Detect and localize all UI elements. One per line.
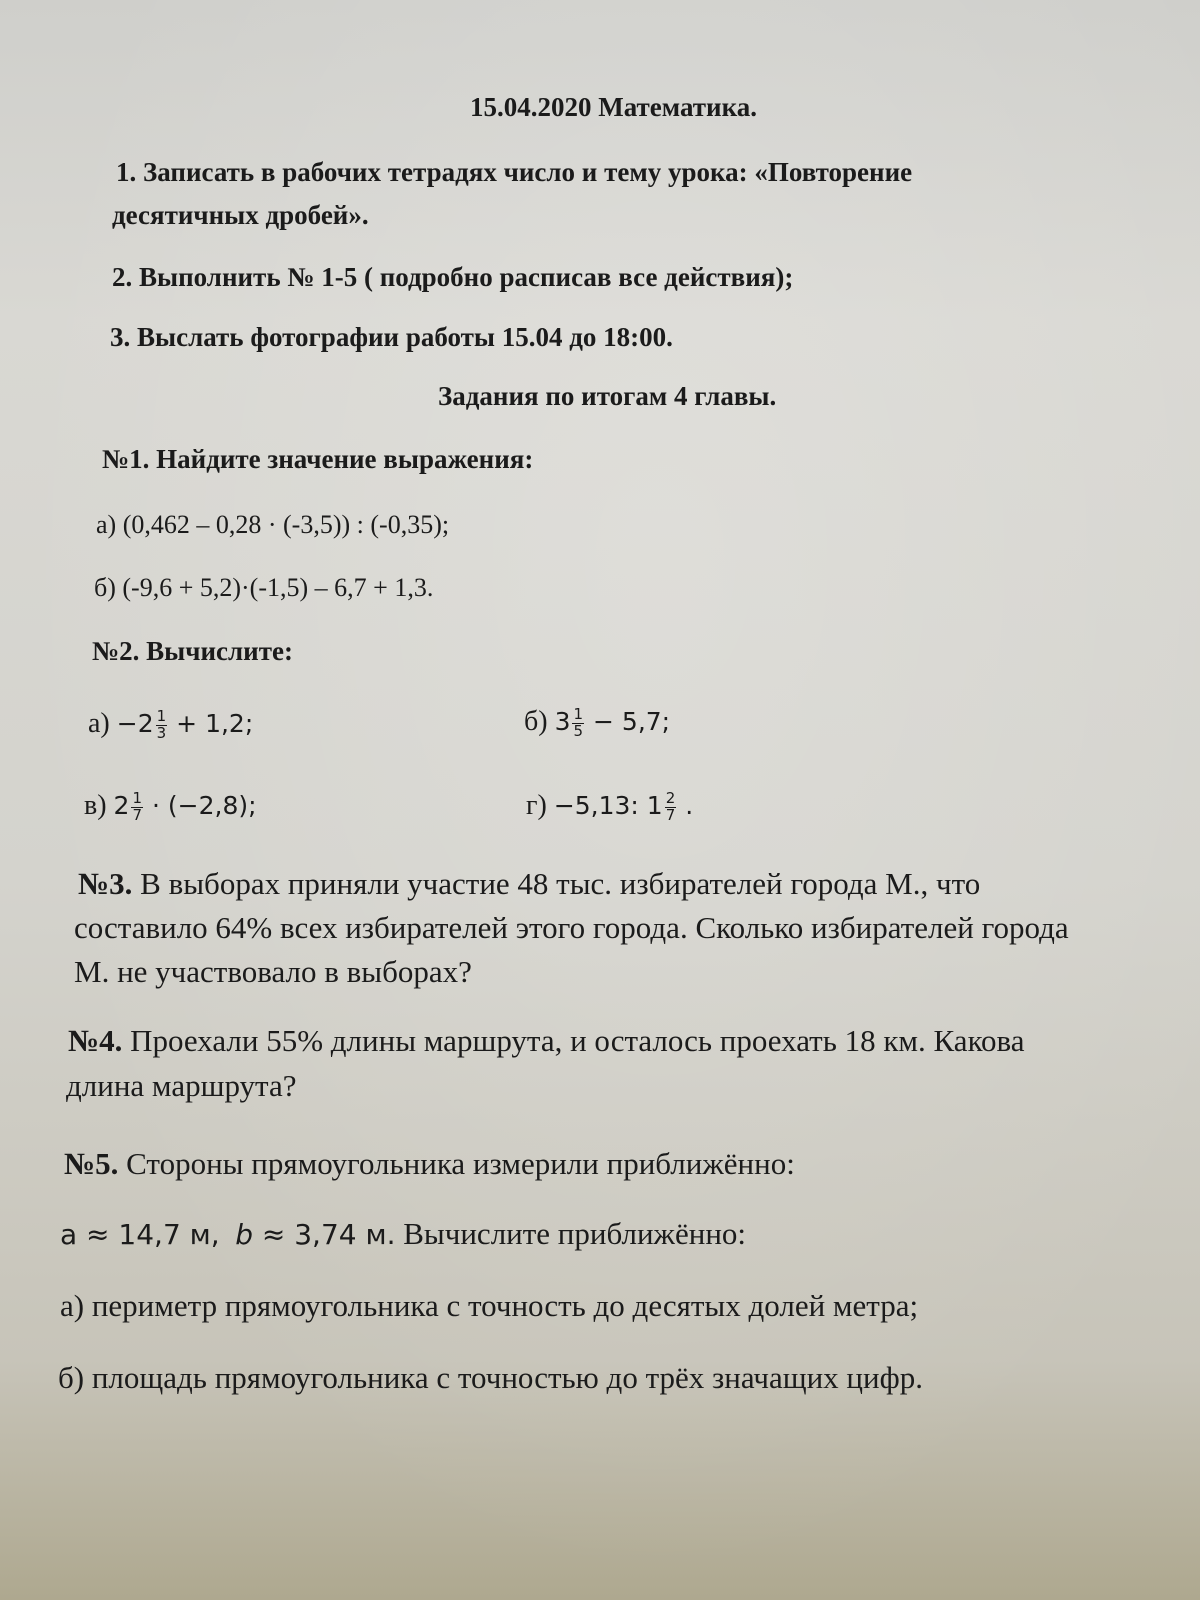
task2-g-label: г)	[526, 790, 547, 821]
task2-title: №2. Вычислите:	[92, 636, 293, 666]
task2-item-v	[84, 790, 257, 824]
task5-b-value: ≈ 3,74 м.	[252, 1218, 396, 1251]
task1-item-a: а) (0,462 – 0,28 · (-3,5)) : (-0,35);	[96, 510, 450, 539]
task4-text-1: Проехали 55% длины маршрута, и осталось проехать 18 км. Какова	[122, 1023, 1025, 1058]
task2-v-denominator: 7	[132, 806, 142, 825]
task2-v-numerator: 1	[132, 789, 142, 808]
task5-item-a: а) периметр прямоугольника с точность до десятых долей метра;	[60, 1288, 919, 1323]
task2-a-pre: −2	[116, 709, 154, 738]
task2-item-g	[526, 790, 693, 824]
task3-line-1	[78, 866, 980, 902]
task5-a-value: a ≈ 14,7 м,	[60, 1218, 220, 1251]
task2-g-denominator: 7	[665, 806, 676, 825]
task4-line-2: длина маршрута?	[66, 1068, 297, 1103]
task3-line-2: составило 64% всех избирателей этого города. Сколько избирателей города	[74, 910, 1069, 945]
task2-b-post: − 5,7;	[593, 707, 671, 736]
task4-number: №4.	[68, 1023, 123, 1058]
task5-item-b: б) площадь прямоугольника с точностью до трёх значащих цифр.	[58, 1360, 923, 1395]
instruction-3: 3. Выслать фотографии работы 15.04 до 18:00.	[110, 322, 673, 352]
task2-a-denominator: 3	[156, 724, 167, 743]
task2-a-fraction	[156, 709, 168, 742]
task2-v-label: в)	[84, 790, 107, 821]
instruction-1-line-2: десятичных дробей».	[112, 200, 369, 230]
task5-line-2	[60, 1216, 746, 1252]
instruction-2: 2. Выполнить № 1-5 ( подробно расписав все действия);	[112, 262, 794, 292]
task2-v-fraction	[131, 791, 143, 824]
task2-b-fraction	[572, 707, 584, 740]
task3-text-1: В выборах приняли участие 48 тыс. избирателей города М., что	[132, 866, 981, 901]
task2-g-fraction	[665, 791, 677, 824]
task2-b-numerator: 1	[573, 705, 584, 724]
task2-b-pre: 3	[554, 707, 571, 736]
task2-b-denominator: 5	[573, 722, 584, 741]
task2-v-post: · (−2,8);	[152, 791, 257, 820]
task5-text-2: Вычислите приближённо:	[395, 1216, 747, 1251]
instruction-1-line-1: 1. Записать в рабочих тетрадях число и тему урока: «Повторение	[116, 157, 913, 187]
task3-line-3: М. не участвовало в выборах?	[74, 954, 472, 989]
task4-line-1	[68, 1023, 1025, 1059]
task5-text-1: Стороны прямоугольника измерили приближённо:	[118, 1146, 795, 1181]
task2-g-numerator: 2	[665, 789, 676, 808]
task2-a-numerator: 1	[156, 707, 167, 726]
task1-item-b: б) (-9,6 + 5,2)·(-1,5) – 6,7 + 1,3.	[94, 573, 434, 602]
page-title: 15.04.2020 Математика.	[470, 92, 758, 122]
task2-b-label: б)	[524, 706, 548, 737]
section-title: Задания по итогам 4 главы.	[438, 381, 777, 411]
task5-number: №5.	[64, 1146, 119, 1181]
task2-g-pre: −5,13: 1	[553, 791, 663, 820]
task2-v-pre: 2	[113, 791, 130, 820]
task3-number: №3.	[78, 866, 133, 901]
task2-item-b	[524, 706, 670, 740]
task5-line-1	[64, 1146, 795, 1182]
task1-title: №1. Найдите значение выражения:	[102, 444, 534, 474]
task2-g-post: .	[685, 791, 694, 820]
task5-b-variable: b	[235, 1218, 253, 1251]
task2-a-post: + 1,2;	[176, 709, 254, 738]
task2-item-a	[88, 708, 253, 742]
task2-a-label: а)	[88, 708, 110, 739]
